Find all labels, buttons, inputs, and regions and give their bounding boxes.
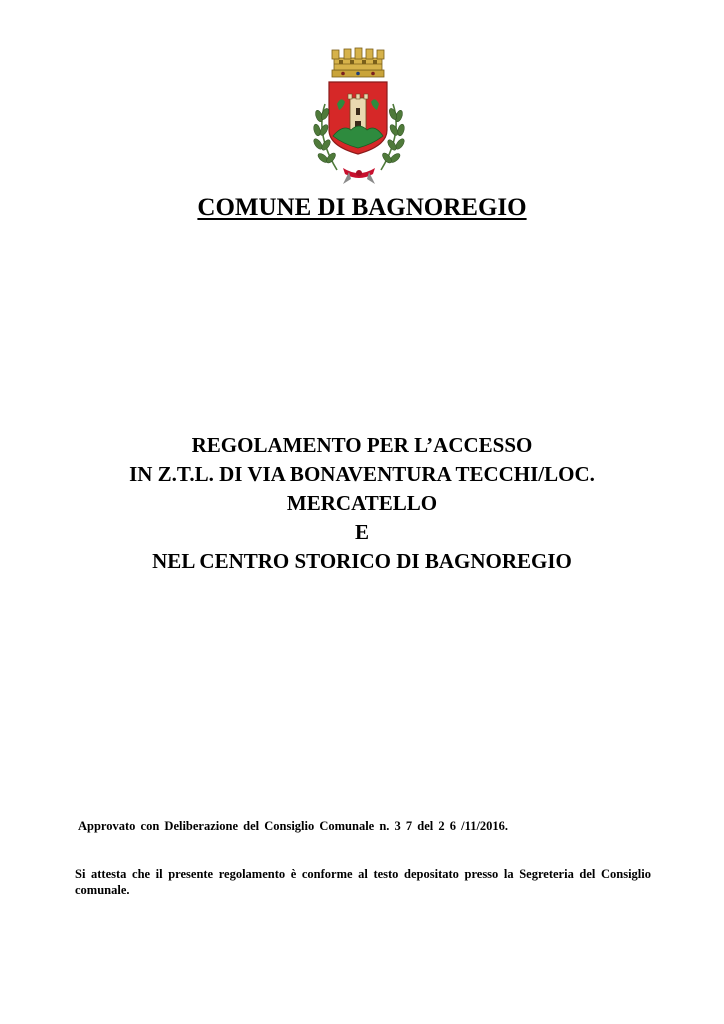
- approval-note: Approvato con Deliberazione del Consiglio Comunale n. 3 7 del 2 6 /11/2016.: [78, 819, 509, 833]
- title-line: E: [354, 520, 369, 544]
- municipality-heading: COMUNE DI BAGNOREGIO: [197, 194, 527, 221]
- title-line: IN Z.T.L. DI VIA BONAVENTURA TECCHI/LOC.: [129, 462, 595, 486]
- regulation-title: [0, 431, 724, 576]
- shield-icon: [329, 82, 387, 154]
- title-line: NEL CENTRO STORICO DI BAGNOREGIO: [152, 549, 572, 573]
- attestation-note: Si attesta che il presente regolamento è conforme al testo depositato presso la Segreteria del Consiglio comunale.: [75, 867, 651, 897]
- coat-of-arms-icon: [303, 44, 415, 186]
- crown-icon: [332, 48, 384, 77]
- title-line: MERCATELLO: [286, 491, 438, 515]
- title-line: REGOLAMENTO PER L’ACCESSO: [191, 433, 533, 457]
- ribbon-icon: [343, 168, 375, 184]
